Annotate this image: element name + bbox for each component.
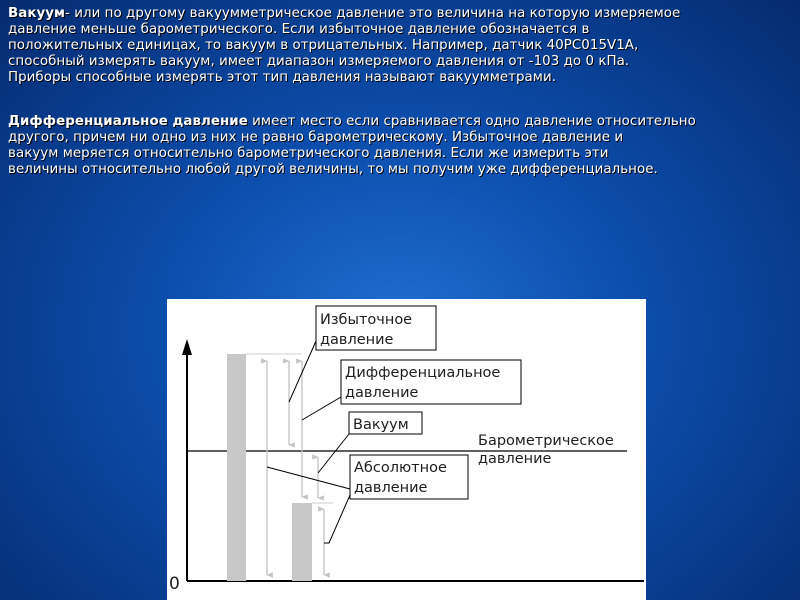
line-text: Приборы способные измерять этот тип давления называют вакуумметрами.	[8, 70, 557, 85]
absolute-pressure-label-line1: Абсолютное	[354, 460, 447, 476]
bar-vacuum-pressure	[292, 503, 312, 581]
zero-label: 0	[169, 574, 180, 594]
pressure-diagram	[167, 299, 646, 600]
gauge-pressure-label-line2: давление	[320, 332, 394, 348]
barometric-label-line1: Барометрическое	[478, 433, 614, 449]
line-text: - или по другому вакуумметрическое давление это величина на которую измеряемое	[65, 6, 681, 21]
paragraph-line	[8, 114, 800, 130]
line-text: давление меньше барометрического. Если избыточное давление обозначается в	[8, 22, 590, 37]
paragraph-line	[8, 6, 800, 22]
line-text: вакуум меряется относительно барометрического давления. Если же измерить эти	[8, 146, 609, 161]
differential-pressure-label-line1: Дифференциальное	[345, 365, 501, 381]
absolute-pressure-leader	[267, 467, 350, 489]
line-text: способный измерять вакуум, имеет диапазон измеряемого давления от -103 до 0 кПа.	[8, 54, 630, 69]
paragraph-differential	[8, 114, 800, 178]
line-text: имеет место если сравнивается одно давление относительно	[247, 114, 696, 129]
absolute-pressure-label-line2: давление	[354, 480, 428, 496]
differential-pressure-label-line2: давление	[345, 385, 419, 401]
bar-gauge-pressure	[227, 354, 246, 581]
barometric-label-line2: давление	[478, 451, 552, 467]
differential-pressure-leader	[302, 397, 341, 420]
paragraph-vacuum	[8, 6, 800, 86]
pressure-diagram-svg	[167, 299, 646, 600]
line-text: положительных единицах, то вакуум в отрицательных. Например, датчик 40PC015V1A,	[8, 38, 639, 53]
vacuum-leader	[318, 434, 349, 473]
y-axis-arrow-icon	[182, 339, 192, 355]
line-text: другого, причем ни одно из них не равно барометрическому. Избыточное давление и	[8, 130, 624, 145]
term-differential: Дифференциальное давление	[8, 114, 248, 129]
line-text: величины относительно любой другой величины, то мы получим уже дифференциальное.	[8, 162, 658, 177]
vacuum-label: Вакуум	[353, 417, 409, 433]
term-vacuum: Вакуум	[8, 6, 66, 21]
absolute-small-leader	[324, 495, 350, 543]
gauge-pressure-label-line1: Избыточное	[320, 312, 413, 328]
